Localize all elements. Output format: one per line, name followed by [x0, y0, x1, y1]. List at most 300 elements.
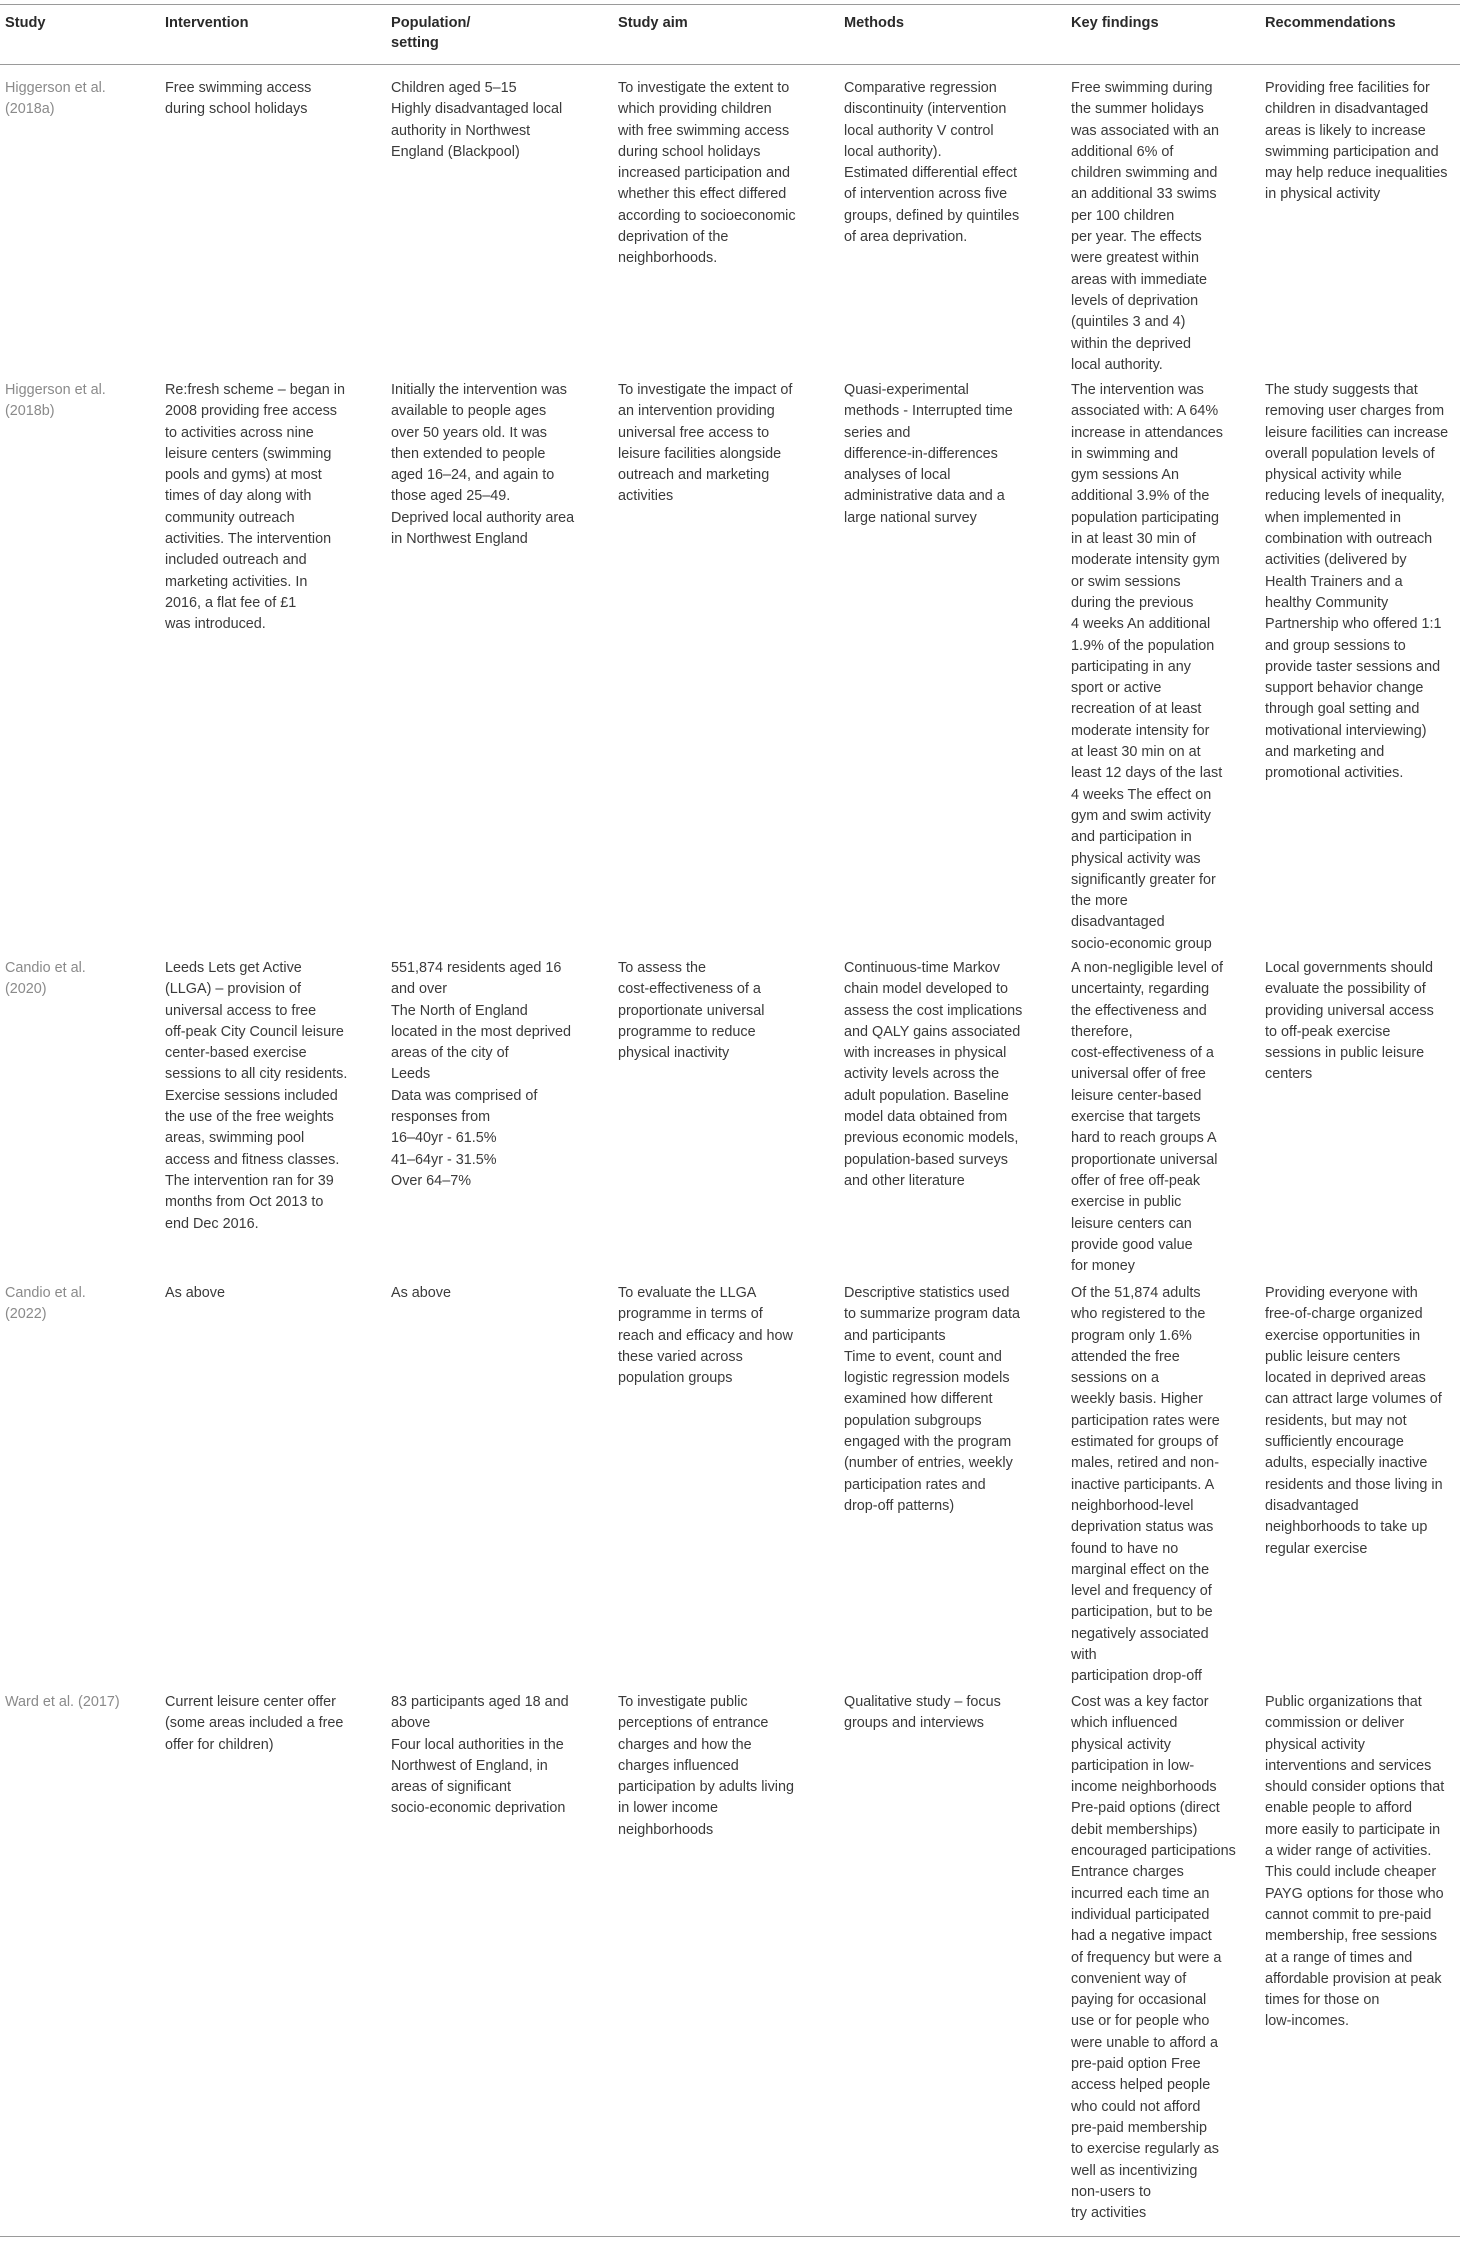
cell-line: participation, but to be	[1071, 1604, 1213, 1621]
cell-line: perceptions of entrance	[618, 1715, 769, 1732]
cell-line: convenient way of	[1071, 1970, 1187, 1987]
cell-line: To investigate public	[618, 1694, 748, 1710]
cell-line: Children aged 5–15	[391, 80, 517, 96]
table-bottom-rule	[0, 2236, 1460, 2237]
cell-line: Higgerson et al.	[5, 382, 106, 398]
cell-line: participation rates and	[844, 1476, 986, 1493]
cell-line: through goal setting and	[1265, 701, 1420, 718]
cell-line: areas, swimming pool	[165, 1130, 305, 1147]
cell-line: charges and how the	[618, 1736, 752, 1753]
cell-line: leisure centers (swimming	[165, 445, 332, 462]
cell-line: which influenced	[1071, 1715, 1178, 1732]
cell-line: assess the cost implications	[844, 1002, 1023, 1019]
cell-line: Time to event, count and	[844, 1348, 1002, 1365]
cell-line: those aged 25–49.	[391, 488, 511, 505]
cell-line: 83 participants aged 18 and	[391, 1694, 569, 1710]
cell-line: marginal effect on the	[1071, 1561, 1210, 1578]
cell-line: Of the 51,874 adults	[1071, 1285, 1201, 1301]
cell-line: level and frequency of	[1071, 1583, 1212, 1600]
cell-intervention	[165, 1692, 343, 1756]
cell-line: neighborhood-level	[1071, 1497, 1194, 1514]
cell-line: participation by adults living	[618, 1779, 794, 1796]
cell-line: Free swimming access	[165, 80, 312, 96]
cell-line: Deprived local authority area	[391, 509, 575, 526]
cell-line: activities. The intervention	[165, 531, 332, 548]
cell-line: reducing levels of inequality,	[1265, 488, 1445, 505]
cell-line: activities (delivered by	[1265, 552, 1407, 569]
cell-line: these varied across	[618, 1348, 743, 1365]
cell-line: model data obtained from	[844, 1109, 1008, 1126]
cell-study	[5, 1692, 120, 1713]
cell-line: Pre-paid options (direct	[1071, 1800, 1220, 1817]
cell-line: previous economic models,	[844, 1130, 1019, 1147]
cell-intervention	[165, 1283, 225, 1304]
cell-line: (2018a)	[5, 101, 55, 118]
cell-line: commission or deliver	[1265, 1715, 1405, 1732]
cell-findings	[1071, 1692, 1236, 2224]
cell-line: income neighborhoods	[1071, 1779, 1217, 1796]
cell-line: inactive participants. A	[1071, 1476, 1215, 1493]
cell-line: significantly greater for	[1071, 871, 1216, 888]
cell-line: non-users to	[1071, 2183, 1151, 2200]
cell-line: moderate intensity gym	[1071, 552, 1220, 569]
cell-line: gym and swim activity	[1071, 807, 1211, 824]
cell-line: with	[1071, 1647, 1097, 1664]
cell-line: who could not afford	[1071, 2098, 1201, 2115]
cell-line: free-of-charge organized	[1265, 1306, 1423, 1323]
cell-findings	[1071, 78, 1219, 376]
cell-line: at a range of times and	[1265, 1949, 1413, 1966]
cell-line: participation drop-off	[1071, 1668, 1202, 1685]
cell-line: Data was comprised of	[391, 1087, 538, 1104]
cell-line: and over	[391, 981, 448, 998]
cell-line: enable people to afford	[1265, 1800, 1412, 1817]
cell-line: evaluate the possibility of	[1265, 981, 1426, 998]
cell-line: sessions in public leisure	[1265, 1045, 1425, 1062]
cell-line: which providing children	[618, 101, 772, 118]
cell-line: To investigate the impact of	[618, 382, 793, 398]
cell-line: located in deprived areas	[1265, 1370, 1426, 1387]
cell-population	[391, 78, 562, 163]
cell-line: 551,874 residents aged 16	[391, 960, 562, 976]
cell-line: engaged with the program	[844, 1434, 1012, 1451]
cell-line: logistic regression models	[844, 1370, 1010, 1387]
cell-intervention	[165, 380, 345, 636]
cell-line: support behavior change	[1265, 680, 1424, 697]
cell-line: To evaluate the LLGA	[618, 1285, 757, 1301]
cell-population	[391, 380, 574, 550]
cell-line: universal free access to	[618, 424, 770, 441]
cell-line: local authority.	[1071, 356, 1163, 373]
cell-line: individual participated	[1071, 1906, 1210, 1923]
cell-line: Candio et al.	[5, 960, 86, 976]
cell-line: proportionate universal	[1071, 1151, 1218, 1168]
cell-line: cannot commit to pre-paid	[1265, 1906, 1432, 1923]
cell-line: To investigate the extent to	[618, 80, 790, 96]
cell-line: Cost was a key factor	[1071, 1694, 1209, 1710]
cell-line: disadvantaged	[1071, 914, 1165, 931]
cell-line: end Dec 2016.	[165, 1215, 259, 1232]
cell-line: moderate intensity for	[1071, 722, 1210, 739]
cell-line: Estimated differential effect	[844, 165, 1018, 182]
cell-line: centers	[1265, 1066, 1313, 1083]
cell-population	[391, 1283, 451, 1304]
cell-line: analyses of local	[844, 467, 951, 484]
cell-line: center-based exercise	[165, 1045, 307, 1062]
cell-line: of intervention across five	[844, 186, 1008, 203]
cell-line: with increases in physical	[844, 1045, 1007, 1062]
cell-line: discontinuity (intervention	[844, 101, 1007, 118]
cell-line: was introduced.	[165, 616, 266, 633]
cell-line: affordable provision at peak	[1265, 1970, 1442, 1987]
cell-line: debit memberships)	[1071, 1821, 1198, 1838]
cell-line: overall population levels of	[1265, 445, 1435, 462]
cell-line: program only 1.6%	[1071, 1327, 1192, 1344]
cell-methods	[844, 1283, 1020, 1517]
cell-methods	[844, 1692, 1001, 1735]
cell-line: motivational interviewing)	[1265, 722, 1427, 739]
cell-line: series and	[844, 424, 911, 441]
cell-line: physical activity was	[1071, 850, 1201, 867]
cell-line: an additional 33 swims	[1071, 186, 1217, 203]
cell-line: deprivation status was	[1071, 1519, 1214, 1536]
cell-line: in lower income	[618, 1800, 718, 1817]
cell-line: examined how different	[844, 1391, 993, 1408]
cell-line: Public organizations that	[1265, 1694, 1422, 1710]
cell-line: exercise that targets	[1071, 1109, 1201, 1126]
cell-line: participating in any	[1071, 658, 1191, 675]
cell-line: during the previous	[1071, 594, 1194, 611]
cell-line: areas of significant	[391, 1779, 511, 1796]
cell-line: whether this effect differed	[618, 186, 787, 203]
cell-line: Health Trainers and a	[1265, 573, 1403, 590]
cell-line: promotional activities.	[1265, 765, 1404, 782]
cell-line: sessions on a	[1071, 1370, 1159, 1387]
cell-line: The intervention ran for 39	[165, 1172, 334, 1189]
cell-line: physical activity while	[1265, 467, 1402, 484]
cell-line: reach and efficacy and how	[618, 1327, 793, 1344]
cell-line: administrative data and a	[844, 488, 1005, 505]
cell-line: in swimming and	[1071, 445, 1179, 462]
cell-line: residents, but may not	[1265, 1412, 1407, 1429]
cell-line: per 100 children	[1071, 207, 1175, 224]
cell-line: Continuous-time Markov	[844, 960, 1000, 976]
cell-line: To assess the	[618, 960, 706, 976]
cell-line: uncertainty, regarding	[1071, 981, 1210, 998]
cell-line: physical activity	[1071, 1736, 1171, 1753]
cell-line: provide good value	[1071, 1236, 1193, 1253]
cell-line: Descriptive statistics used	[844, 1285, 1010, 1301]
cell-line: 41–64yr - 31.5%	[391, 1151, 497, 1168]
cell-population	[391, 958, 571, 1192]
cell-line: increase in attendances	[1071, 424, 1224, 441]
cell-line: cost-effectiveness of a	[1071, 1045, 1214, 1062]
column-header-study-aim: Study aim	[618, 15, 688, 31]
cell-line: should consider options that	[1265, 1779, 1445, 1796]
cell-line: areas is likely to increase	[1265, 122, 1426, 139]
cell-line: cost-effectiveness of a	[618, 981, 761, 998]
cell-line: areas with immediate	[1071, 271, 1207, 288]
cell-line: and marketing and	[1265, 744, 1385, 761]
cell-line: Current leisure center offer	[165, 1694, 336, 1710]
cell-line: recreation of at least	[1071, 701, 1202, 718]
cell-aim	[618, 1283, 793, 1389]
cell-line: hard to reach groups A	[1071, 1130, 1217, 1147]
cell-recommendations	[1265, 1283, 1443, 1560]
cell-recommendations	[1265, 380, 1448, 785]
cell-line: (quintiles 3 and 4)	[1071, 314, 1186, 331]
cell-line: (LLGA) – provision of	[165, 981, 301, 998]
cell-line: Ward et al. (2017)	[5, 1694, 120, 1710]
cell-line: Free swimming during	[1071, 80, 1213, 96]
cell-line: Exercise sessions included	[165, 1087, 338, 1104]
cell-line: with free swimming access	[618, 122, 790, 139]
cell-line: sessions to all city residents.	[165, 1066, 348, 1083]
cell-line: least 12 days of the last	[1071, 765, 1223, 782]
cell-line: the use of the free weights	[165, 1109, 334, 1126]
cell-line: the more	[1071, 893, 1128, 910]
cell-line: above	[391, 1715, 431, 1732]
cell-line: or swim sessions	[1071, 573, 1181, 590]
cell-line: attended the free	[1071, 1348, 1180, 1365]
cell-line: in physical activity	[1265, 186, 1381, 203]
cell-line: regular exercise	[1265, 1540, 1368, 1557]
column-header-key-findings: Key findings	[1071, 15, 1159, 31]
cell-line: therefore,	[1071, 1023, 1133, 1040]
cell-line: large national survey	[844, 509, 977, 526]
cell-line: 1.9% of the population	[1071, 637, 1215, 654]
cell-recommendations	[1265, 958, 1434, 1086]
cell-line: offer of free off-peak	[1071, 1172, 1201, 1189]
cell-line: the effectiveness and	[1071, 1002, 1207, 1019]
cell-findings	[1071, 1283, 1220, 1688]
column-header-intervention: Intervention	[165, 15, 249, 31]
cell-aim	[618, 78, 796, 270]
cell-line: Qualitative study – focus	[844, 1694, 1001, 1710]
cell-line: chain model developed to	[844, 981, 1009, 998]
cell-aim	[618, 1692, 794, 1841]
cell-line: community outreach	[165, 509, 295, 526]
cell-line: leisure center-based	[1071, 1087, 1202, 1104]
cell-line: an intervention providing	[618, 403, 775, 420]
cell-line: increased participation and	[618, 165, 790, 182]
cell-line: methods - Interrupted time	[844, 403, 1013, 420]
cell-line: A non-negligible level of	[1071, 960, 1224, 976]
cell-line: The intervention was	[1071, 382, 1204, 398]
cell-line: according to socioeconomic	[618, 207, 796, 224]
cell-line: healthy Community	[1265, 594, 1389, 611]
cell-line: Initially the intervention was	[391, 382, 567, 398]
cell-line: deprivation of the	[618, 229, 729, 246]
cell-line: areas of the city of	[391, 1045, 509, 1062]
cell-line: combination with outreach	[1265, 531, 1433, 548]
cell-line: population subgroups	[844, 1412, 982, 1429]
cell-aim	[618, 380, 792, 508]
cell-line: gym sessions An	[1071, 467, 1179, 484]
cell-study	[5, 380, 106, 423]
cell-findings	[1071, 380, 1223, 955]
cell-line: Higgerson et al.	[5, 80, 106, 96]
column-header-population: Population/ setting	[391, 15, 471, 51]
cell-line: leisure facilities alongside	[618, 445, 782, 462]
cell-line: activities	[618, 488, 674, 505]
cell-line: additional 3.9% of the	[1071, 488, 1210, 505]
cell-line: groups and interviews	[844, 1715, 984, 1732]
cell-line: Northwest of England, in	[391, 1757, 548, 1774]
cell-line: Entrance charges	[1071, 1864, 1184, 1881]
column-header-study: Study	[5, 15, 46, 31]
cell-line: universal access to free	[165, 1002, 317, 1019]
cell-line: population groups	[618, 1370, 733, 1387]
column-header-methods: Methods	[844, 15, 904, 31]
cell-line: may help reduce inequalities	[1265, 165, 1448, 182]
cell-line: 4 weeks The effect on	[1071, 786, 1212, 803]
cell-line: when implemented in	[1265, 509, 1401, 526]
cell-line: included outreach and	[165, 552, 307, 569]
cell-line: participation in low-	[1071, 1757, 1195, 1774]
cell-line: marketing activities. In	[165, 573, 308, 590]
cell-line: provide taster sessions and	[1265, 658, 1441, 675]
cell-line: located in the most deprived	[391, 1023, 571, 1040]
cell-line: try activities	[1071, 2205, 1147, 2222]
cell-line: the summer holidays	[1071, 101, 1204, 118]
cell-line: neighborhoods.	[618, 250, 718, 267]
cell-line: to activities across nine	[165, 424, 314, 441]
cell-line: months from Oct 2013 to	[165, 1194, 324, 1211]
cell-line: were unable to afford a	[1071, 2034, 1218, 2051]
cell-line: The study suggests that	[1265, 382, 1418, 398]
cell-line: Leeds Lets get Active	[165, 960, 302, 976]
cell-line: membership, free sessions	[1265, 1928, 1437, 1945]
cell-line: As above	[165, 1285, 226, 1301]
cell-line: Local governments should	[1265, 960, 1433, 976]
cell-line: providing universal access	[1265, 1002, 1434, 1019]
cell-line: 2008 providing free access	[165, 403, 337, 420]
cell-line: groups, defined by quintiles	[844, 207, 1020, 224]
cell-line: Quasi-experimental	[844, 382, 969, 398]
cell-line: population-based surveys	[844, 1151, 1008, 1168]
cell-line: low-incomes.	[1265, 2013, 1349, 2030]
cell-line: paying for occasional	[1071, 1992, 1207, 2009]
cell-methods	[844, 958, 1022, 1192]
cell-line: local authority V control	[844, 122, 994, 139]
cell-line: negatively associated	[1071, 1625, 1209, 1642]
cell-line: 4 weeks An additional	[1071, 616, 1211, 633]
cell-line: population participating	[1071, 509, 1220, 526]
cell-line: for money	[1071, 1258, 1135, 1275]
cell-intervention	[165, 78, 311, 121]
cell-line: aged 16–24, and again to	[391, 467, 555, 484]
cell-line: and group sessions to	[1265, 637, 1406, 654]
cell-line: access and fitness classes.	[165, 1151, 340, 1168]
cell-line: (number of entries, weekly	[844, 1455, 1013, 1472]
cell-line: socio-economic group	[1071, 935, 1212, 952]
cell-line: had a negative impact	[1071, 1928, 1212, 1945]
cell-line: Re:fresh scheme – began in	[165, 382, 345, 398]
cell-study	[5, 958, 86, 1001]
cell-line: Candio et al.	[5, 1285, 86, 1301]
cell-line: Providing everyone with	[1265, 1285, 1418, 1301]
cell-line: England (Blackpool)	[391, 143, 520, 160]
cell-line: Partnership who offered 1:1	[1265, 616, 1442, 633]
cell-line: who registered to the	[1071, 1306, 1206, 1323]
cell-line: local authority).	[844, 143, 942, 160]
cell-line: at least 30 min on at	[1071, 744, 1201, 761]
cell-line: associated with: A 64%	[1071, 403, 1219, 420]
cell-line: levels of deprivation	[1071, 292, 1199, 309]
cell-line: well as incentivizing	[1071, 2162, 1198, 2179]
cell-population	[391, 1692, 569, 1820]
cell-line: can attract large volumes of	[1265, 1391, 1442, 1408]
cell-line: sufficiently encourage	[1265, 1434, 1404, 1451]
cell-line: more easily to participate in	[1265, 1821, 1441, 1838]
cell-line: weekly basis. Higher	[1071, 1391, 1203, 1408]
cell-line: Over 64–7%	[391, 1172, 471, 1189]
cell-line: This could include cheaper	[1265, 1864, 1437, 1881]
cell-line: public leisure centers	[1265, 1348, 1401, 1365]
cell-line: leisure centers can	[1071, 1215, 1192, 1232]
cell-line: activity levels across the	[844, 1066, 1000, 1083]
cell-line: access helped people	[1071, 2077, 1211, 2094]
cell-line: As above	[391, 1285, 452, 1301]
cell-line: per year. The effects	[1071, 229, 1202, 246]
cell-line: then extended to people	[391, 445, 546, 462]
cell-line: to summarize program data	[844, 1306, 1020, 1323]
cell-line: and other literature	[844, 1172, 965, 1189]
cell-line: in Northwest England	[391, 531, 528, 548]
cell-line: children swimming and	[1071, 165, 1218, 182]
cell-line: authority in Northwest	[391, 122, 531, 139]
cell-line: of area deprivation.	[844, 229, 968, 246]
cell-line: found to have no	[1071, 1540, 1179, 1557]
cell-methods	[844, 78, 1019, 248]
cell-line: pools and gyms) at most	[165, 467, 322, 484]
cell-line: (2022)	[5, 1306, 47, 1323]
cell-line: pre-paid option Free	[1071, 2056, 1201, 2073]
cell-line: programme to reduce	[618, 1023, 756, 1040]
cell-line: charges influenced	[618, 1757, 739, 1774]
cell-line: disadvantaged	[1265, 1497, 1359, 1514]
cell-line: during school holidays	[618, 143, 761, 160]
cell-line: and participation in	[1071, 829, 1192, 846]
cell-line: Comparative regression	[844, 80, 997, 96]
cell-line: 2016, a flat fee of £1	[165, 594, 297, 611]
cell-line: exercise in public	[1071, 1194, 1182, 1211]
cell-line: off-peak City Council leisure	[165, 1023, 344, 1040]
cell-line: sport or active	[1071, 680, 1162, 697]
cell-line: and participants	[844, 1327, 946, 1344]
cell-line: to off-peak exercise	[1265, 1023, 1391, 1040]
cell-line: PAYG options for those who	[1265, 1885, 1444, 1902]
cell-line: exercise opportunities in	[1265, 1327, 1421, 1344]
cell-line: programme in terms of	[618, 1306, 763, 1323]
cell-line: 16–40yr - 61.5%	[391, 1130, 497, 1147]
cell-line: encouraged participations	[1071, 1843, 1236, 1860]
cell-study	[5, 78, 106, 121]
cell-line: during school holidays	[165, 101, 308, 118]
cell-line: participation rates were	[1071, 1412, 1220, 1429]
cell-line: in at least 30 min of	[1071, 531, 1196, 548]
cell-line: additional 6% of	[1071, 143, 1174, 160]
cell-line: incurred each time an	[1071, 1885, 1210, 1902]
cell-methods	[844, 380, 1013, 529]
cell-line: outreach and marketing	[618, 467, 770, 484]
cell-line: adults, especially inactive	[1265, 1455, 1428, 1472]
cell-intervention	[165, 958, 347, 1235]
cell-line: socio-economic deprivation	[391, 1800, 566, 1817]
cell-line: males, retired and non-	[1071, 1455, 1219, 1472]
cell-line: was associated with an	[1071, 122, 1219, 139]
